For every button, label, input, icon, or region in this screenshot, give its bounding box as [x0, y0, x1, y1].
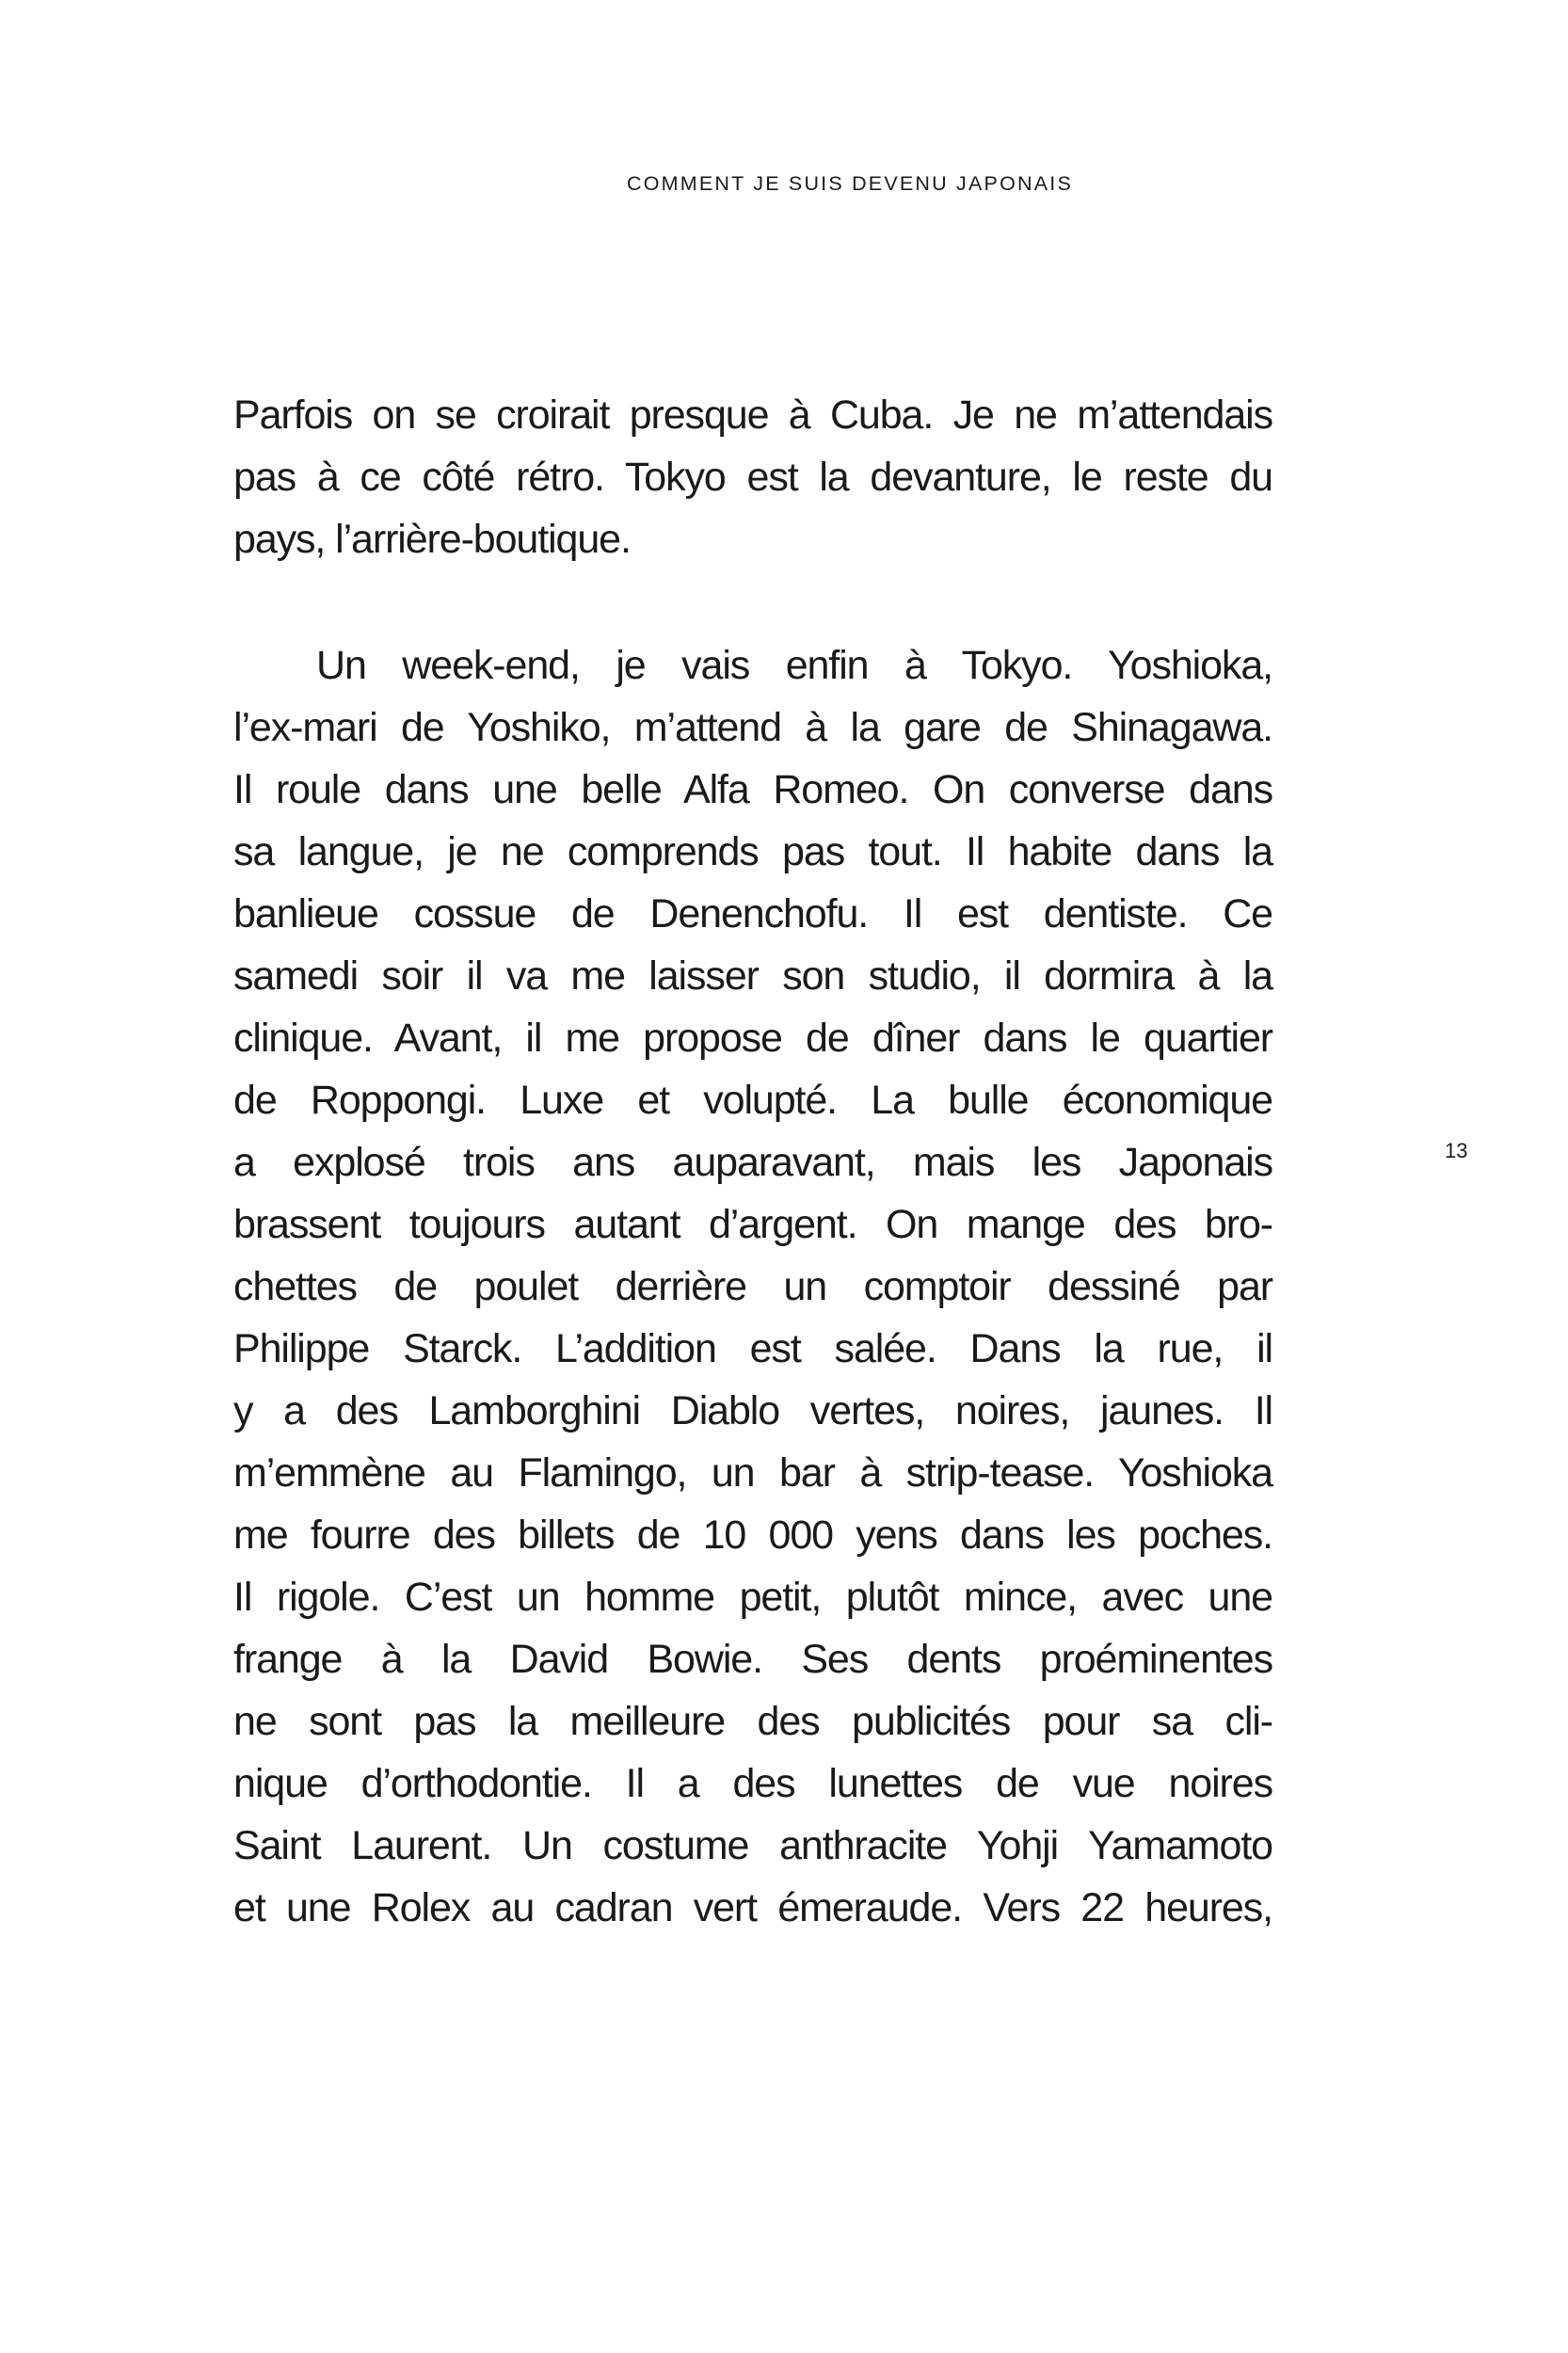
- text-line: me fourre des billets de 10 000 yens dans les poches.: [233, 1513, 1272, 1558]
- text-line: ne sont pas la meilleure des publicités pour sa cli-: [233, 1699, 1272, 1744]
- text-line: a explosé trois ans auparavant, mais les Japonais: [233, 1140, 1272, 1185]
- text-line: sa langue, je ne comprends pas tout. Il habite dans la: [233, 829, 1272, 874]
- running-header: COMMENT JE SUIS DEVENU JAPONAIS: [627, 172, 1073, 195]
- text-line: frange à la David Bowie. Ses dents proéminentes: [233, 1637, 1272, 1682]
- text-line: Saint Laurent. Un costume anthracite Yohji Yamamoto: [233, 1823, 1272, 1868]
- text-line: brassent toujours autant d’argent. On mange des bro-: [233, 1202, 1272, 1247]
- text-line: clinique. Avant, il me propose de dîner dans le quartier: [233, 1016, 1272, 1061]
- text-line: l’ex-mari de Yoshiko, m’attend à la gare de Shinagawa.: [233, 705, 1272, 750]
- text-line: pays, l’arrière-boutique.: [233, 517, 631, 562]
- text-line: Philippe Starck. L’addition est salée. Dans la rue, il: [233, 1326, 1272, 1371]
- text-line: chettes de poulet derrière un comptoir dessiné par: [233, 1264, 1272, 1309]
- text-line: samedi soir il va me laisser son studio, il dormira à la: [233, 953, 1272, 999]
- text-line: Parfois on se croirait presque à Cuba. Je ne m’attendais: [233, 392, 1272, 438]
- text-line: y a des Lamborghini Diablo vertes, noires, jaunes. Il: [233, 1388, 1272, 1433]
- paragraph-1: [233, 384, 1272, 570]
- text-line: banlieue cossue de Denenchofu. Il est dentiste. Ce: [233, 891, 1272, 936]
- text-line: Il rigole. C’est un homme petit, plutôt mince, avec une: [233, 1575, 1272, 1620]
- text-line: nique d’orthodontie. Il a des lunettes de vue noires: [233, 1761, 1272, 1806]
- page-number: 13: [1445, 1139, 1468, 1162]
- text-line: Il roule dans une belle Alfa Romeo. On converse dans: [233, 767, 1272, 812]
- text-line: m’emmène au Flamingo, un bar à strip-tease. Yoshioka: [233, 1450, 1272, 1496]
- text-line: de Roppongi. Luxe et volupté. La bulle économique: [233, 1078, 1272, 1123]
- text-line: pas à ce côté rétro. Tokyo est la devanture, le reste du: [233, 455, 1272, 500]
- paragraph-2: [233, 634, 1272, 1939]
- text-line: Un week-end, je vais enfin à Tokyo. Yoshioka,: [316, 643, 1272, 688]
- text-line: et une Rolex au cadran vert émeraude. Vers 22 heures,: [233, 1885, 1272, 1930]
